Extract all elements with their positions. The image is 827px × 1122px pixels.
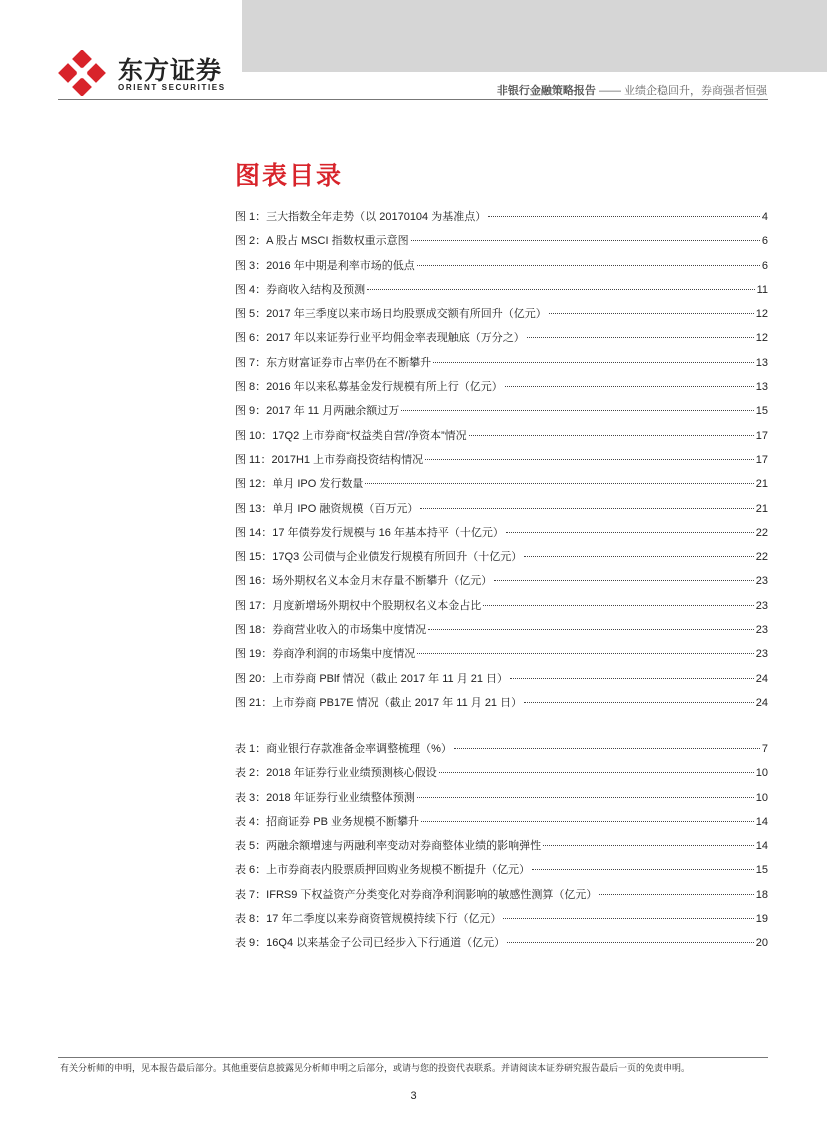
toc-leader-dots [543, 845, 754, 846]
figure-toc-entry[interactable] [235, 572, 768, 596]
figure-toc-page-number[interactable]: 12 [755, 308, 768, 321]
page-number: 3 [410, 1090, 417, 1102]
figure-toc-entry[interactable] [235, 451, 768, 475]
figure-toc-page-number[interactable]: 22 [755, 551, 768, 564]
figure-toc-entry[interactable] [235, 257, 768, 281]
figure-toc-entry[interactable] [235, 281, 768, 305]
toc-leader-dots [524, 556, 753, 557]
figure-toc-label[interactable]: 图 19：券商净利润的市场集中度情况 [235, 648, 416, 661]
figure-toc-entry[interactable] [235, 329, 768, 353]
report-subtitle: 业绩企稳回升，券商强者恒强 [624, 85, 767, 97]
report-header-title [497, 82, 767, 98]
figure-toc-label[interactable]: 图 11：2017H1 上市券商投资结构情况 [235, 453, 424, 466]
figure-toc-page-number[interactable]: 23 [755, 648, 768, 661]
figure-toc-label[interactable]: 图 15：17Q3 公司债与企业债发行规模有所回升（十亿元） [235, 551, 523, 564]
figure-toc-page-number[interactable]: 15 [755, 405, 768, 418]
table-toc-page-number[interactable]: 14 [755, 815, 768, 828]
table-toc-label[interactable]: 表 8：17 年二季度以来券商资管规模持续下行（亿元） [235, 913, 502, 926]
figure-toc-page-number[interactable]: 22 [755, 526, 768, 539]
toc-leader-dots [469, 435, 754, 436]
figure-toc-page-number[interactable]: 23 [755, 624, 768, 637]
toc-leader-dots [411, 240, 760, 241]
figure-toc-label[interactable]: 图 5：2017 年三季度以来市场日均股票成交额有所回升（亿元） [235, 308, 547, 321]
toc-leader-dots [494, 580, 753, 581]
figure-toc-page-number[interactable]: 6 [761, 259, 768, 272]
figure-toc-label[interactable]: 图 13：单月 IPO 融资规模（百万元） [235, 502, 419, 515]
table-toc-page-number[interactable]: 10 [755, 791, 768, 804]
table-toc-label[interactable]: 表 3：2018 年证券行业业绩整体预测 [235, 791, 415, 804]
figure-toc-entry[interactable] [235, 232, 768, 256]
table-toc-label[interactable]: 表 4：招商证券 PB 业务规模不断攀升 [235, 815, 419, 828]
table-toc-page-number[interactable]: 18 [755, 888, 768, 901]
table-toc-page-number[interactable]: 14 [755, 840, 768, 853]
toc-leader-dots [532, 869, 754, 870]
figure-toc-entry[interactable] [235, 305, 768, 329]
figure-toc-page-number[interactable]: 13 [755, 356, 768, 369]
toc-leader-dots [421, 821, 754, 822]
figure-toc-entry[interactable] [235, 548, 768, 572]
table-toc-label[interactable]: 表 5：两融余额增速与两融利率变动对券商整体业绩的影响弹性 [235, 840, 542, 853]
table-toc-page-number[interactable]: 15 [755, 864, 768, 877]
toc-leader-dots [417, 653, 753, 654]
toc-leader-dots [524, 702, 754, 703]
toc-leader-dots [505, 386, 754, 387]
toc-leader-dots [420, 508, 753, 509]
figure-toc-entry[interactable] [235, 475, 768, 499]
table-toc-label[interactable]: 表 1：商业银行存款准备金率调整梳理（%） [235, 743, 452, 755]
toc-leader-dots [507, 942, 754, 943]
toc-leader-dots [433, 362, 754, 363]
header-divider [58, 99, 768, 100]
figure-toc-page-number[interactable]: 23 [755, 599, 768, 612]
table-toc-entry[interactable] [235, 910, 768, 934]
figure-toc-label[interactable]: 图 12：单月 IPO 发行数量 [235, 478, 364, 491]
toc-leader-dots [367, 289, 754, 290]
toc-leader-dots [506, 532, 754, 533]
figure-toc-page-number[interactable]: 13 [755, 381, 768, 394]
table-toc-page-number[interactable]: 7 [761, 743, 768, 755]
figure-toc-label[interactable]: 图 8：2016 年以来私募基金发行规模有所上行（亿元） [235, 381, 503, 394]
figure-toc-entry[interactable] [235, 354, 768, 378]
brand-name-cn: 东方证券 [118, 57, 223, 85]
table-toc-label[interactable]: 表 9：16Q4 以来基金子公司已经步入下行通道（亿元） [235, 937, 506, 950]
toc-leader-dots [365, 483, 753, 484]
company-logo [58, 50, 228, 98]
figure-toc-entry[interactable] [235, 621, 768, 645]
figure-toc-label[interactable]: 图 2：A 股占 MSCI 指数权重示意图 [235, 235, 409, 248]
figure-toc-entry[interactable] [235, 597, 768, 621]
figure-toc-label[interactable]: 图 4：券商收入结构及预测 [235, 283, 366, 296]
toc-leader-dots [439, 772, 754, 773]
table-toc-label[interactable]: 表 7：IFRS9 下权益资产分类变化对券商净利润影响的敏感性测算（亿元） [235, 888, 598, 901]
figure-toc-page-number[interactable]: 21 [755, 502, 768, 515]
table-toc-entry[interactable] [235, 740, 768, 764]
table-toc-entry[interactable] [235, 837, 768, 861]
figure-toc-page-number[interactable]: 11 [756, 283, 768, 296]
figure-toc-label[interactable]: 图 10：17Q2 上市券商“权益类自营/净资本”情况 [235, 429, 467, 442]
figure-toc-page-number[interactable]: 17 [755, 453, 768, 466]
toc-leader-dots [417, 797, 754, 798]
figure-toc-page-number[interactable]: 17 [755, 429, 768, 442]
toc-leader-dots [417, 265, 760, 266]
figure-toc-page-number[interactable]: 24 [755, 672, 768, 685]
figure-toc-label[interactable]: 图 16：场外期权名义本金月末存量不断攀升（亿元） [235, 575, 493, 588]
toc-leader-dots [549, 313, 754, 314]
toc-leader-dots [599, 894, 753, 895]
figure-toc-label[interactable]: 图 1：三大指数全年走势（以 20170104 为基准点） [235, 211, 487, 223]
figure-toc-entry[interactable] [235, 208, 768, 232]
toc-leader-dots [425, 459, 754, 460]
toc-leader-dots [401, 410, 754, 411]
table-toc-entry[interactable] [235, 934, 768, 958]
figure-toc-label[interactable]: 图 18：券商营业收入的市场集中度情况 [235, 624, 427, 637]
figure-toc-page-number[interactable]: 21 [755, 478, 768, 491]
table-toc-label[interactable]: 表 6：上市券商表内股票质押回购业务规模不断提升（亿元） [235, 864, 531, 877]
figure-toc-label[interactable]: 图 6：2017 年以来证券行业平均佣金率表现触底（万分之） [235, 332, 525, 345]
toc-leader-dots [527, 337, 754, 338]
figure-toc-entry[interactable] [235, 670, 768, 694]
figure-toc-label[interactable]: 图 3：2016 年中期是利率市场的低点 [235, 259, 415, 272]
figure-toc-entry[interactable] [235, 524, 768, 548]
footer-divider [58, 1057, 768, 1058]
table-toc-entry[interactable] [235, 886, 768, 910]
figure-toc-entry[interactable] [235, 500, 768, 524]
figure-toc-label[interactable]: 图 7：东方财富证券市占率仍在不断攀升 [235, 356, 432, 369]
toc-title: 图表目录 [235, 162, 344, 190]
figure-list [235, 208, 768, 718]
figure-toc-label[interactable]: 图 20：上市券商 PBlf 情况（截止 2017 年 11 月 21 日） [235, 672, 509, 685]
table-toc-entry[interactable] [235, 764, 768, 788]
figure-toc-label[interactable]: 图 14：17 年债券发行规模与 16 年基本持平（十亿元） [235, 526, 504, 539]
table-list [235, 740, 768, 959]
table-toc-page-number[interactable]: 10 [755, 767, 768, 780]
figure-toc-entry[interactable] [235, 402, 768, 426]
figure-toc-page-number[interactable]: 23 [755, 575, 768, 588]
figure-toc-label[interactable]: 图 9：2017 年 11 月两融余额过万 [235, 405, 400, 418]
figure-toc-entry[interactable] [235, 378, 768, 402]
table-toc-entry[interactable] [235, 861, 768, 885]
brand-name-en: ORIENT SECURITIES [118, 83, 226, 92]
toc-leader-dots [510, 678, 754, 679]
table-toc-entry[interactable] [235, 789, 768, 813]
header-separator: —— [598, 85, 621, 97]
figure-toc-page-number[interactable]: 12 [755, 332, 768, 345]
figure-toc-label[interactable]: 图 21：上市券商 PB17E 情况（截止 2017 年 11 月 21 日） [235, 696, 523, 709]
footer-disclaimer: 有关分析师的申明，见本报告最后部分。其他重要信息披露见分析师申明之后部分，或请与您的投资代表联系。并请阅读本证券研究报告最后一页的免责申明。 [60, 1063, 691, 1073]
figure-toc-page-number[interactable]: 4 [761, 211, 768, 223]
table-toc-page-number[interactable]: 20 [755, 937, 768, 950]
figure-toc-entry[interactable] [235, 427, 768, 451]
figure-toc-page-number[interactable]: 24 [755, 696, 768, 709]
header-gray-bar [242, 0, 827, 72]
table-toc-entry[interactable] [235, 813, 768, 837]
toc-leader-dots [428, 629, 753, 630]
figure-toc-page-number[interactable]: 6 [761, 235, 768, 248]
report-type: 非银行金融策略报告 [496, 85, 596, 97]
toc-leader-dots [454, 748, 760, 749]
figure-toc-entry[interactable] [235, 645, 768, 669]
toc-leader-dots [488, 216, 760, 217]
figure-toc-label[interactable]: 图 17：月度新增场外期权中个股期权名义本金占比 [235, 599, 482, 612]
orient-securities-logo-icon [58, 50, 108, 96]
figure-toc-entry[interactable] [235, 694, 768, 718]
table-toc-page-number[interactable]: 19 [755, 913, 768, 926]
toc-leader-dots [503, 918, 753, 919]
toc-leader-dots [483, 605, 753, 606]
table-toc-label[interactable]: 表 2：2018 年证券行业业绩预测核心假设 [235, 767, 437, 780]
